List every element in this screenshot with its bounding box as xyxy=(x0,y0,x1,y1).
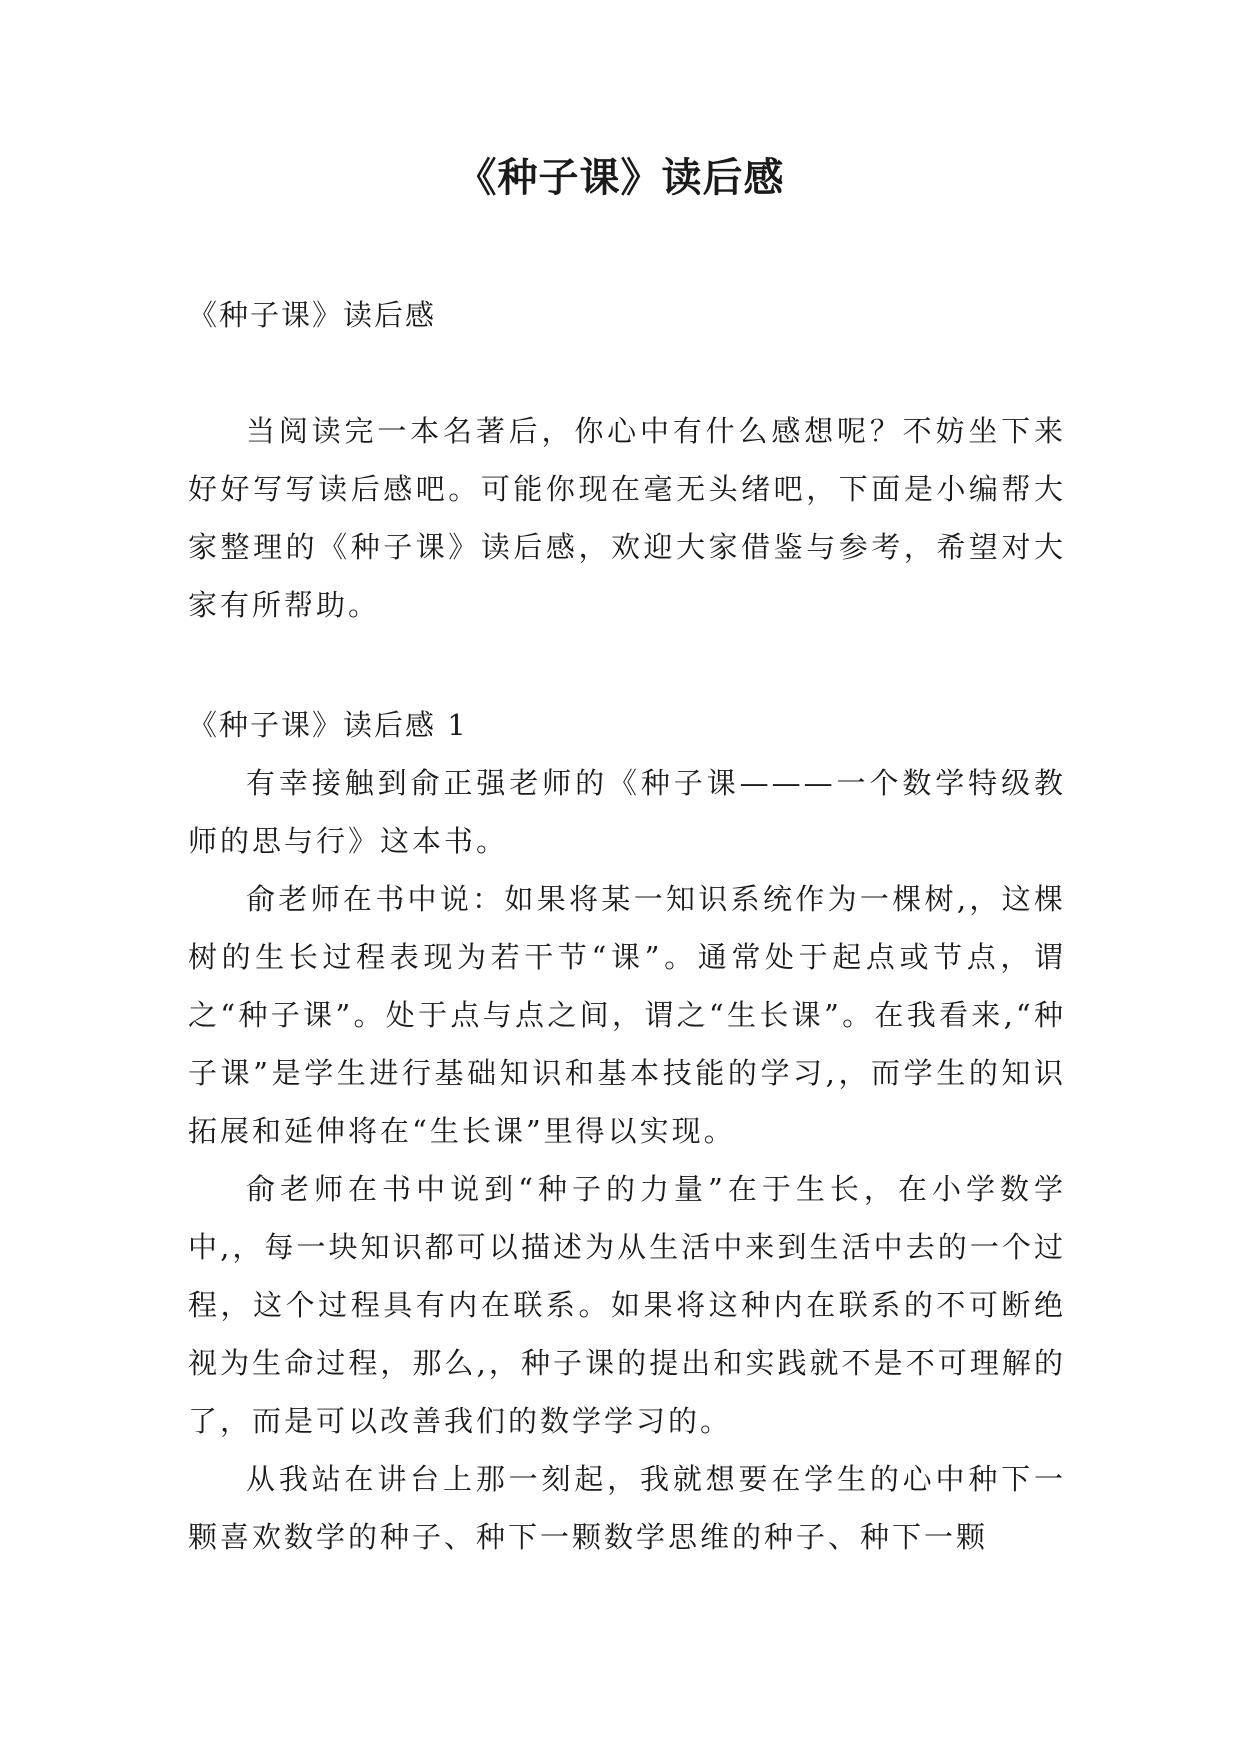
body-paragraph: 有幸接触到俞正强老师的《种子课———一个数学特级教师的思与行》这本书。 xyxy=(188,766,1066,858)
body-paragraph: 俞老师在书中说到“种子的力量”在于生长，在小学数学中,，每一块知识都可以描述为从生活中来到生活中去的一个过程，这个过程具有内在联系。如果将这种内在联系的不可断绝视为生命过程，那么,，种子课的提出和实践就不是不可理解的了，而是可以改善我们的数学学习的。 xyxy=(188,1172,1066,1438)
spacer xyxy=(188,634,1066,696)
section-heading: 《种子课》读后感 1 xyxy=(188,708,468,742)
intro-paragraph: 当阅读完一本名著后，你心中有什么感想呢？不妨坐下来好好写写读后感吧。可能你现在毫无头绪吧，下面是小编帮大家整理的《种子课》读后感，欢迎大家借鉴与参考，希望对大家有所帮助。 xyxy=(188,414,1066,622)
document-body xyxy=(188,286,1066,1566)
document-title: 《种子课》读后感 xyxy=(456,154,785,201)
document-subtitle: 《种子课》读后感 xyxy=(188,298,437,332)
body-paragraph: 俞老师在书中说：如果将某一知识系统作为一棵树,，这棵树的生长过程表现为若干节“课”。通常处于起点或节点，谓之“种子课”。处于点与点之间，谓之“生长课”。在我看来,“种子课”是学生进行基础知识和基本技能的学习,，而学生的知识拓展和延伸将在“生长课”里得以实现。 xyxy=(188,882,1066,1148)
body-paragraph: 从我站在讲台上那一刻起，我就想要在学生的心中种下一颗喜欢数学的种子、种下一颗数学思维的种子、种下一颗 xyxy=(188,1462,1066,1554)
spacer xyxy=(188,344,1066,402)
